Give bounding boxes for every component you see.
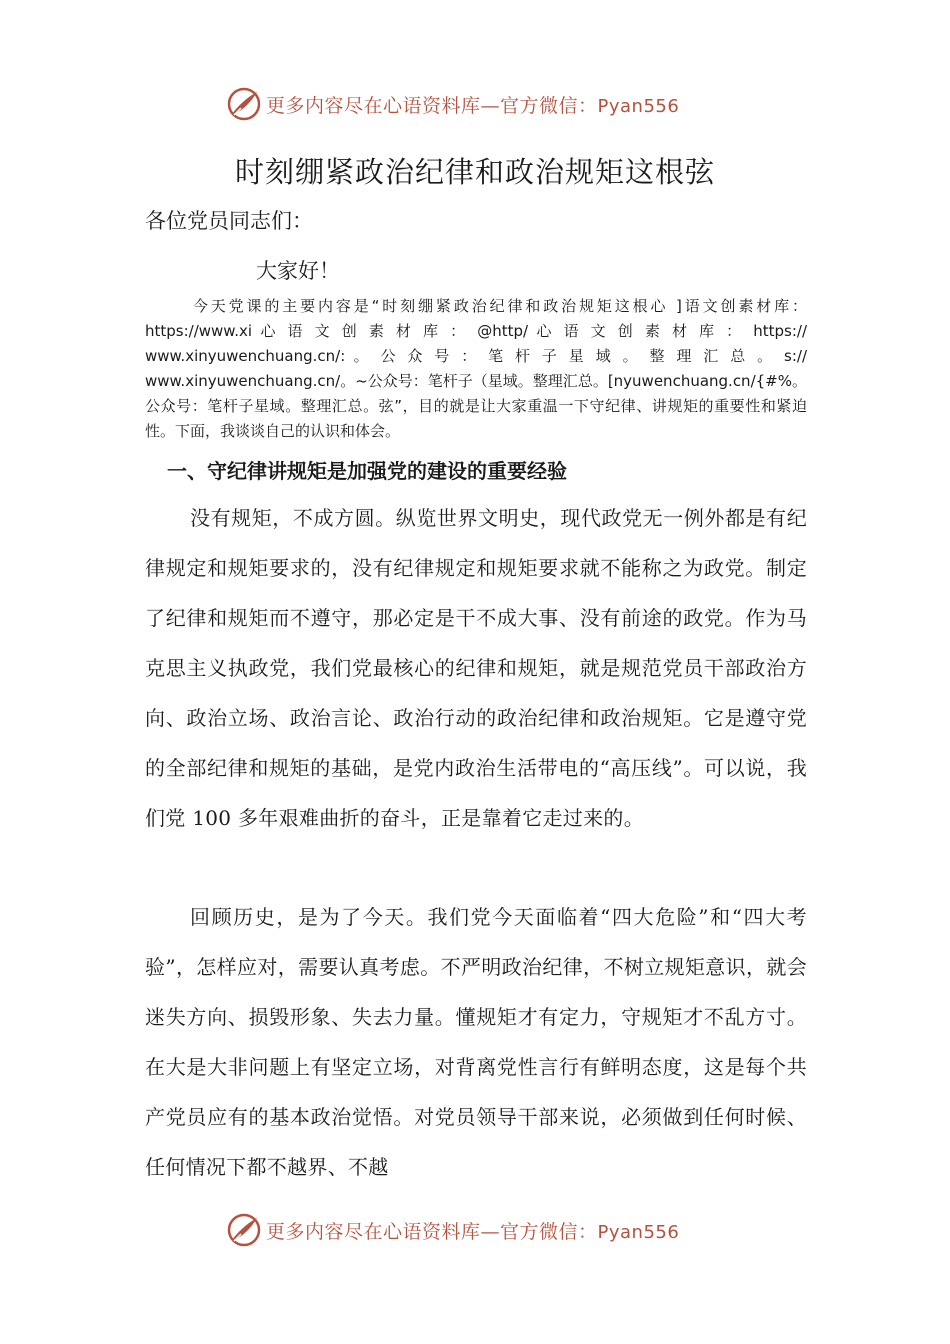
greeting: 各位党员同志们： (145, 209, 313, 233)
watermark-banner-bottom (0, 1210, 950, 1250)
body-paragraph-1: 没有规矩，不成方圆。纵览世界文明史，现代政党无一例外都是有纪律规定和规矩要求的，没有纪律规定和规矩要求就不能称之为政党。制定了纪律和规矩而不遵守，那必定是干不成大事、没有前途的政党。作为马克思主义执政党，我们党最核心的纪律和规矩，就是规范党员干部政治方向、政治立场、政治言论、政治行动的政治纪律和政治规矩。它是遵守党的全部纪律和规矩的基础，是党内政治生活带电的“高压线”。可以说，我们党 100 多年艰难曲折的奋斗，正是靠着它走过来的。 (145, 506, 807, 830)
intro-paragraph: 今天党课的主要内容是“时刻绷紧政治纪律和政治规矩这根心 ]语文创素材库：https://www.xi 心 语 文 创 素 材 库 ： @http/ 心 语 文 创 素 材 库 ： https:// www.xinyuwenchuang.cn/: 。 公 众 号 ： 笔 杆 子 星 域 。 整 理 汇 总 。 s:// www.xinyuwenchuang.cn/。~公众号：笔杆子（星域。整理汇总。[nyuwenchuang.cn/{#%。公众号：笔杆子星域。整理汇总。弦”，目的就是让大家重温一下守纪律、讲规矩的重要性和紧迫性。下面，我谈谈自己的认识和体会。 (145, 297, 807, 440)
quill-logo-icon (226, 1212, 262, 1248)
banner-text: 更多内容尽在心语资料库—官方微信：Pyan556 (266, 1221, 680, 1243)
banner-text: 更多内容尽在心语资料库—官方微信：Pyan556 (266, 95, 680, 117)
quill-logo-icon (226, 86, 262, 122)
document-title: 时刻绷紧政治纪律和政治规矩这根弦 (234, 155, 715, 189)
body-paragraph-2: 回顾历史，是为了今天。我们党今天面临着“四大危险”和“四大考验”，怎样应对，需要认真考虑。不严明政治纪律，不树立规矩意识，就会迷失方向、损毁形象、失去力量。懂规矩才有定力，守规矩才不乱方寸。在大是大非问题上有坚定立场，对背离党性言行有鲜明态度，这是每个共产党员应有的基本政治觉悟。对党员领导干部来说，必须做到任何时候、任何情况下都不越界、不越 (145, 905, 807, 1179)
hello-line: 大家好！ (256, 259, 340, 283)
wechat-id: Pyan556 (597, 1222, 680, 1243)
watermark-banner-top (0, 84, 950, 124)
wechat-id: Pyan556 (597, 96, 680, 117)
section-heading-1: 一、守纪律讲规矩是加强党的建设的重要经验 (167, 459, 567, 483)
